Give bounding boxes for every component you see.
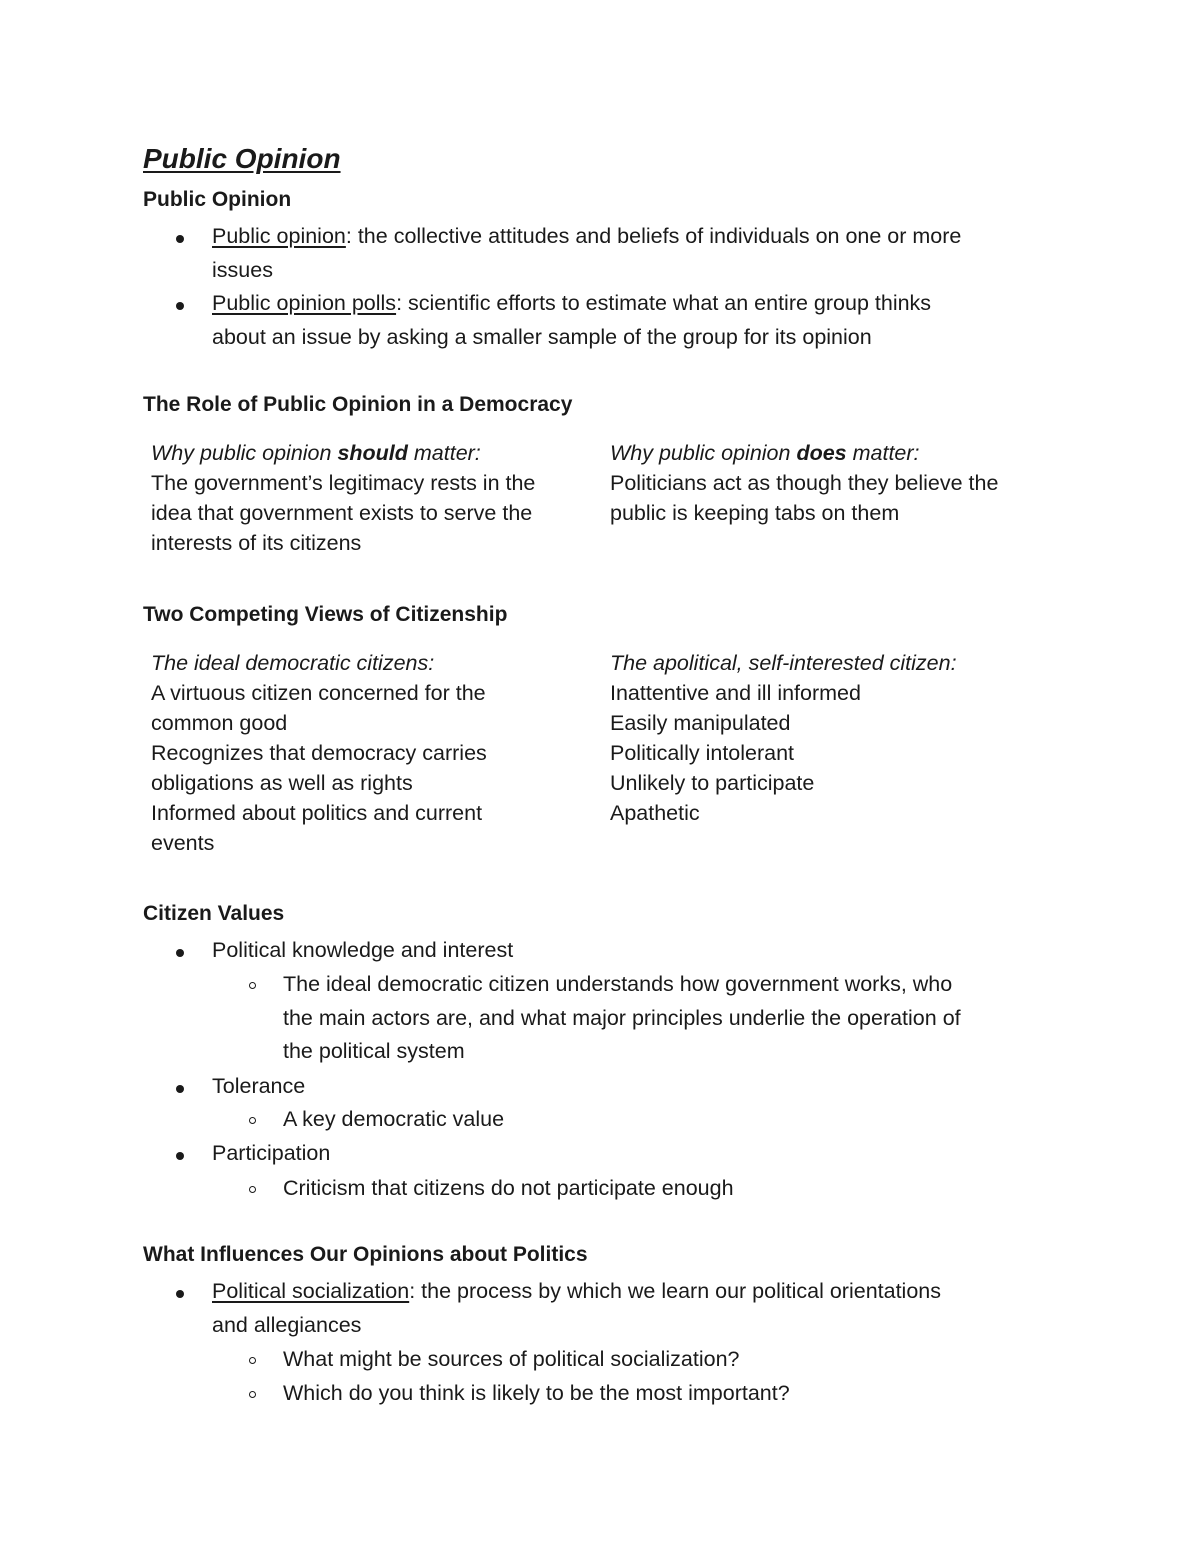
sub-list-item: Criticism that citizens do not participate enough [283,1172,734,1206]
definition: scientific efforts to estimate what an entire group thinks [402,291,932,315]
page-title: Public Opinion [143,143,341,174]
column-line: obligations as well as rights [151,771,413,795]
section-heading-influences: What Influences Our Opinions about Politics [143,1243,588,1266]
column-heading: Why public opinion should matter: [151,441,481,465]
column-line: Recognizes that democracy carries [151,741,487,765]
list-item: Political socialization: the process by which we learn our political orientations and allegiances [212,1275,1092,1342]
bullet-icon [176,1152,184,1160]
column-apolitical-citizen [610,648,957,828]
bullet-icon [176,1290,184,1298]
list-item: Political knowledge and interest [212,934,513,968]
term: Political socialization [212,1279,410,1303]
column-line: Politically intolerant [610,741,795,765]
column-line: public is keeping tabs on them [610,501,900,525]
definition-cont: and allegiances [212,1312,362,1337]
definition-cont: issues [212,257,273,282]
column-line: events [151,831,215,855]
column-line: The government’s legitimacy rests in the [151,471,536,495]
hollow-bullet-icon [249,982,256,989]
column-line: Easily manipulated [610,711,791,735]
column-line: Apathetic [610,801,700,825]
section-heading-citizenship: Two Competing Views of Citizenship [143,603,508,626]
term: Public opinion [212,224,346,248]
column-line: common good [151,711,288,735]
column-heading: The apolitical, self-interested citizen: [610,651,957,675]
list-item: Tolerance [212,1070,305,1104]
section-heading-citizen-values: Citizen Values [143,902,285,925]
column-ideal-citizen [151,648,487,858]
column-should-matter [151,438,535,558]
bullet-icon [176,235,184,243]
hollow-bullet-icon [249,1186,256,1193]
sub-list-item: What might be sources of political socialization? [283,1343,740,1377]
sub-list-item: A key democratic value [283,1103,504,1137]
column-line: Inattentive and ill informed [610,681,861,705]
column-line: Politicians act as though they believe the [610,471,999,495]
column-line: Unlikely to participate [610,771,815,795]
column-line: Informed about politics and current [151,801,483,825]
section-heading-role: The Role of Public Opinion in a Democracy [143,393,573,416]
column-line: idea that government exists to serve the [151,501,533,525]
column-line: interests of its citizens [151,531,362,555]
definition: the collective attitudes and beliefs of individuals on one or more [351,224,962,248]
bullet-icon [176,302,184,310]
list-item: Public opinion polls: scientific efforts to estimate what an entire group thinks about an issue by asking a smaller sample of the group for its opinion [212,287,1092,354]
section-heading-public-opinion: Public Opinion [143,188,292,211]
definition: the process by which we learn our political orientations [415,1279,941,1303]
bullet-icon [176,949,184,957]
term: Public opinion polls [212,291,397,315]
column-heading: The ideal democratic citizens: [151,651,435,675]
sub-list-item: The ideal democratic citizen understands how government works, who the main actors are, and what major principles underlie the operation of the political system [283,968,1083,1069]
list-item: Participation [212,1137,330,1171]
bullet-icon [176,1085,184,1093]
column-heading: Why public opinion does matter: [610,441,920,465]
sub-list-item: Which do you think is likely to be the most important? [283,1377,790,1411]
column-does-matter [610,438,998,528]
hollow-bullet-icon [249,1391,256,1398]
hollow-bullet-icon [249,1117,256,1124]
definition-cont: about an issue by asking a smaller sample of the group for its opinion [212,324,872,349]
column-line: A virtuous citizen concerned for the [151,681,486,705]
hollow-bullet-icon [249,1357,256,1364]
list-item: Public opinion: the collective attitudes and beliefs of individuals on one or more issues [212,220,1092,287]
